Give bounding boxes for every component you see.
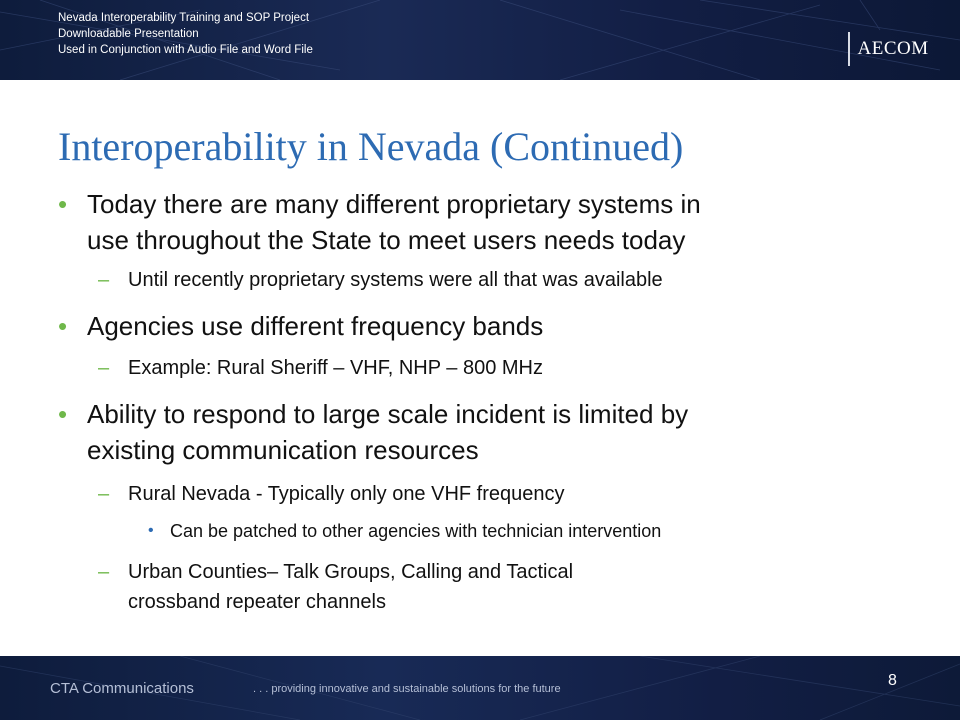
footer-band bbox=[0, 656, 960, 720]
header-line-1: Nevada Interoperability Training and SOP Project bbox=[58, 12, 310, 24]
bullet-dot: • bbox=[58, 399, 68, 429]
bullet-dot: • bbox=[58, 189, 68, 219]
bullet-dash: – bbox=[98, 561, 110, 583]
bullet-dash: – bbox=[98, 483, 110, 505]
footer-tagline: . . . providing innovative and sustainable solutions for the future bbox=[253, 683, 561, 695]
bullet-1-sub-1: Until recently proprietary systems were all that was available bbox=[128, 269, 663, 291]
bullet-1-line-2: use throughout the State to meet users needs today bbox=[87, 225, 686, 255]
header-caption bbox=[58, 10, 313, 58]
page-number: 8 bbox=[888, 672, 897, 689]
header-line-2: Downloadable Presentation bbox=[58, 28, 199, 40]
header-line-3: Used in Conjunction with Audio File and Word File bbox=[58, 44, 313, 56]
header-band bbox=[0, 0, 960, 80]
bullet-3-sub-2-line-1: Urban Counties– Talk Groups, Calling and Tactical bbox=[128, 561, 574, 583]
logo-divider bbox=[848, 32, 850, 66]
bullet-3-sub-1-detail: Can be patched to other agencies with technician intervention bbox=[170, 521, 662, 541]
bullet-3-line-1: Ability to respond to large scale incident is limited by bbox=[87, 399, 689, 429]
bullet-dot: • bbox=[58, 311, 68, 341]
aecom-logo bbox=[848, 32, 929, 66]
bullet-3-sub-2-line-2: crossband repeater channels bbox=[128, 591, 386, 613]
logo-text: AECOM bbox=[857, 38, 929, 59]
bullet-small-dot: • bbox=[148, 522, 154, 539]
bullet-3-sub-1: Rural Nevada - Typically only one VHF frequency bbox=[128, 483, 565, 505]
bullet-2-sub-1: Example: Rural Sheriff – VHF, NHP – 800 MHz bbox=[128, 357, 543, 379]
bullet-2-line-1: Agencies use different frequency bands bbox=[87, 311, 544, 341]
bullet-dash: – bbox=[98, 357, 110, 379]
bullet-3-line-2: existing communication resources bbox=[87, 435, 479, 465]
bullet-dash: – bbox=[98, 269, 110, 291]
footer-brand: CTA Communications bbox=[50, 680, 194, 697]
slide-title: Interoperability in Nevada (Continued) bbox=[58, 124, 684, 169]
bullet-1-line-1: Today there are many different proprietary systems in bbox=[87, 189, 701, 219]
